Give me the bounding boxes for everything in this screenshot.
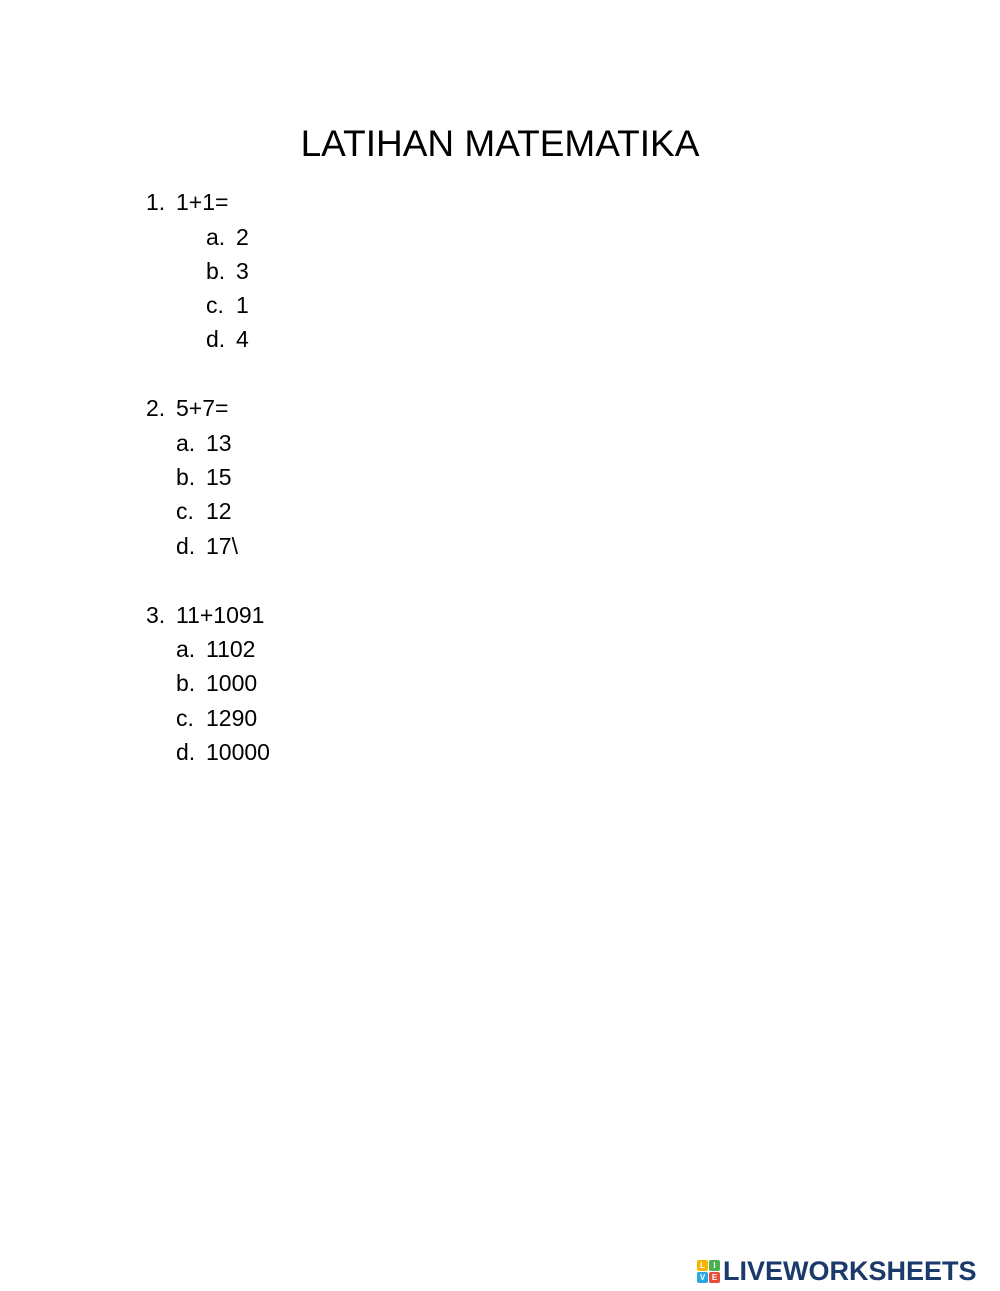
option-3a[interactable] — [176, 634, 255, 664]
logo-mark-icon — [697, 1260, 720, 1283]
option-text: 3 — [236, 258, 249, 284]
option-letter: d. — [206, 326, 226, 352]
question-1 — [146, 187, 228, 217]
question-text: 5+7= — [176, 395, 229, 421]
option-text: 12 — [206, 498, 232, 524]
option-text: 10000 — [206, 739, 270, 765]
option-3b[interactable] — [176, 668, 257, 698]
logo-mark-tile: V — [697, 1272, 708, 1283]
option-letter: a. — [206, 224, 226, 250]
question-2 — [146, 393, 228, 423]
question-number: 2. — [146, 395, 166, 421]
option-text: 1000 — [206, 670, 258, 696]
question-text: 1+1= — [176, 189, 229, 215]
option-1c[interactable] — [206, 290, 249, 320]
option-3c[interactable] — [176, 703, 257, 733]
option-letter: d. — [176, 739, 196, 765]
liveworksheets-logo — [697, 1254, 977, 1288]
question-3 — [146, 600, 264, 630]
option-letter: a. — [176, 430, 196, 456]
question-text: 11+1091 — [176, 602, 265, 628]
option-letter: a. — [176, 636, 196, 662]
option-1a[interactable] — [206, 222, 249, 252]
option-2d[interactable] — [176, 531, 238, 561]
option-letter: b. — [206, 258, 226, 284]
option-1d[interactable] — [206, 324, 249, 354]
option-letter: c. — [206, 292, 224, 318]
option-text: 1290 — [206, 705, 258, 731]
option-letter: b. — [176, 670, 196, 696]
question-number: 3. — [146, 602, 166, 628]
option-text: 1102 — [206, 636, 256, 662]
option-2a[interactable] — [176, 428, 232, 458]
option-letter: c. — [176, 498, 194, 524]
option-text: 13 — [206, 430, 232, 456]
option-text: 1 — [236, 292, 249, 318]
option-letter: b. — [176, 464, 196, 490]
option-text: 15 — [206, 464, 232, 490]
option-2b[interactable] — [176, 462, 232, 492]
page-title: LATIHAN MATEMATIKA — [300, 123, 700, 164]
option-text: 17\ — [206, 533, 238, 559]
logo-mark-tile: L — [697, 1260, 708, 1271]
logo-mark-tile: E — [709, 1272, 720, 1283]
option-text: 4 — [236, 326, 249, 352]
option-letter: c. — [176, 705, 194, 731]
option-1b[interactable] — [206, 256, 249, 286]
option-2c[interactable] — [176, 496, 232, 526]
logo-text: LIVEWORKSHEETS — [723, 1256, 977, 1286]
question-number: 1. — [146, 189, 166, 215]
option-3d[interactable] — [176, 737, 270, 767]
option-text: 2 — [236, 224, 249, 250]
logo-mark-tile: I — [709, 1260, 720, 1271]
option-letter: d. — [176, 533, 196, 559]
